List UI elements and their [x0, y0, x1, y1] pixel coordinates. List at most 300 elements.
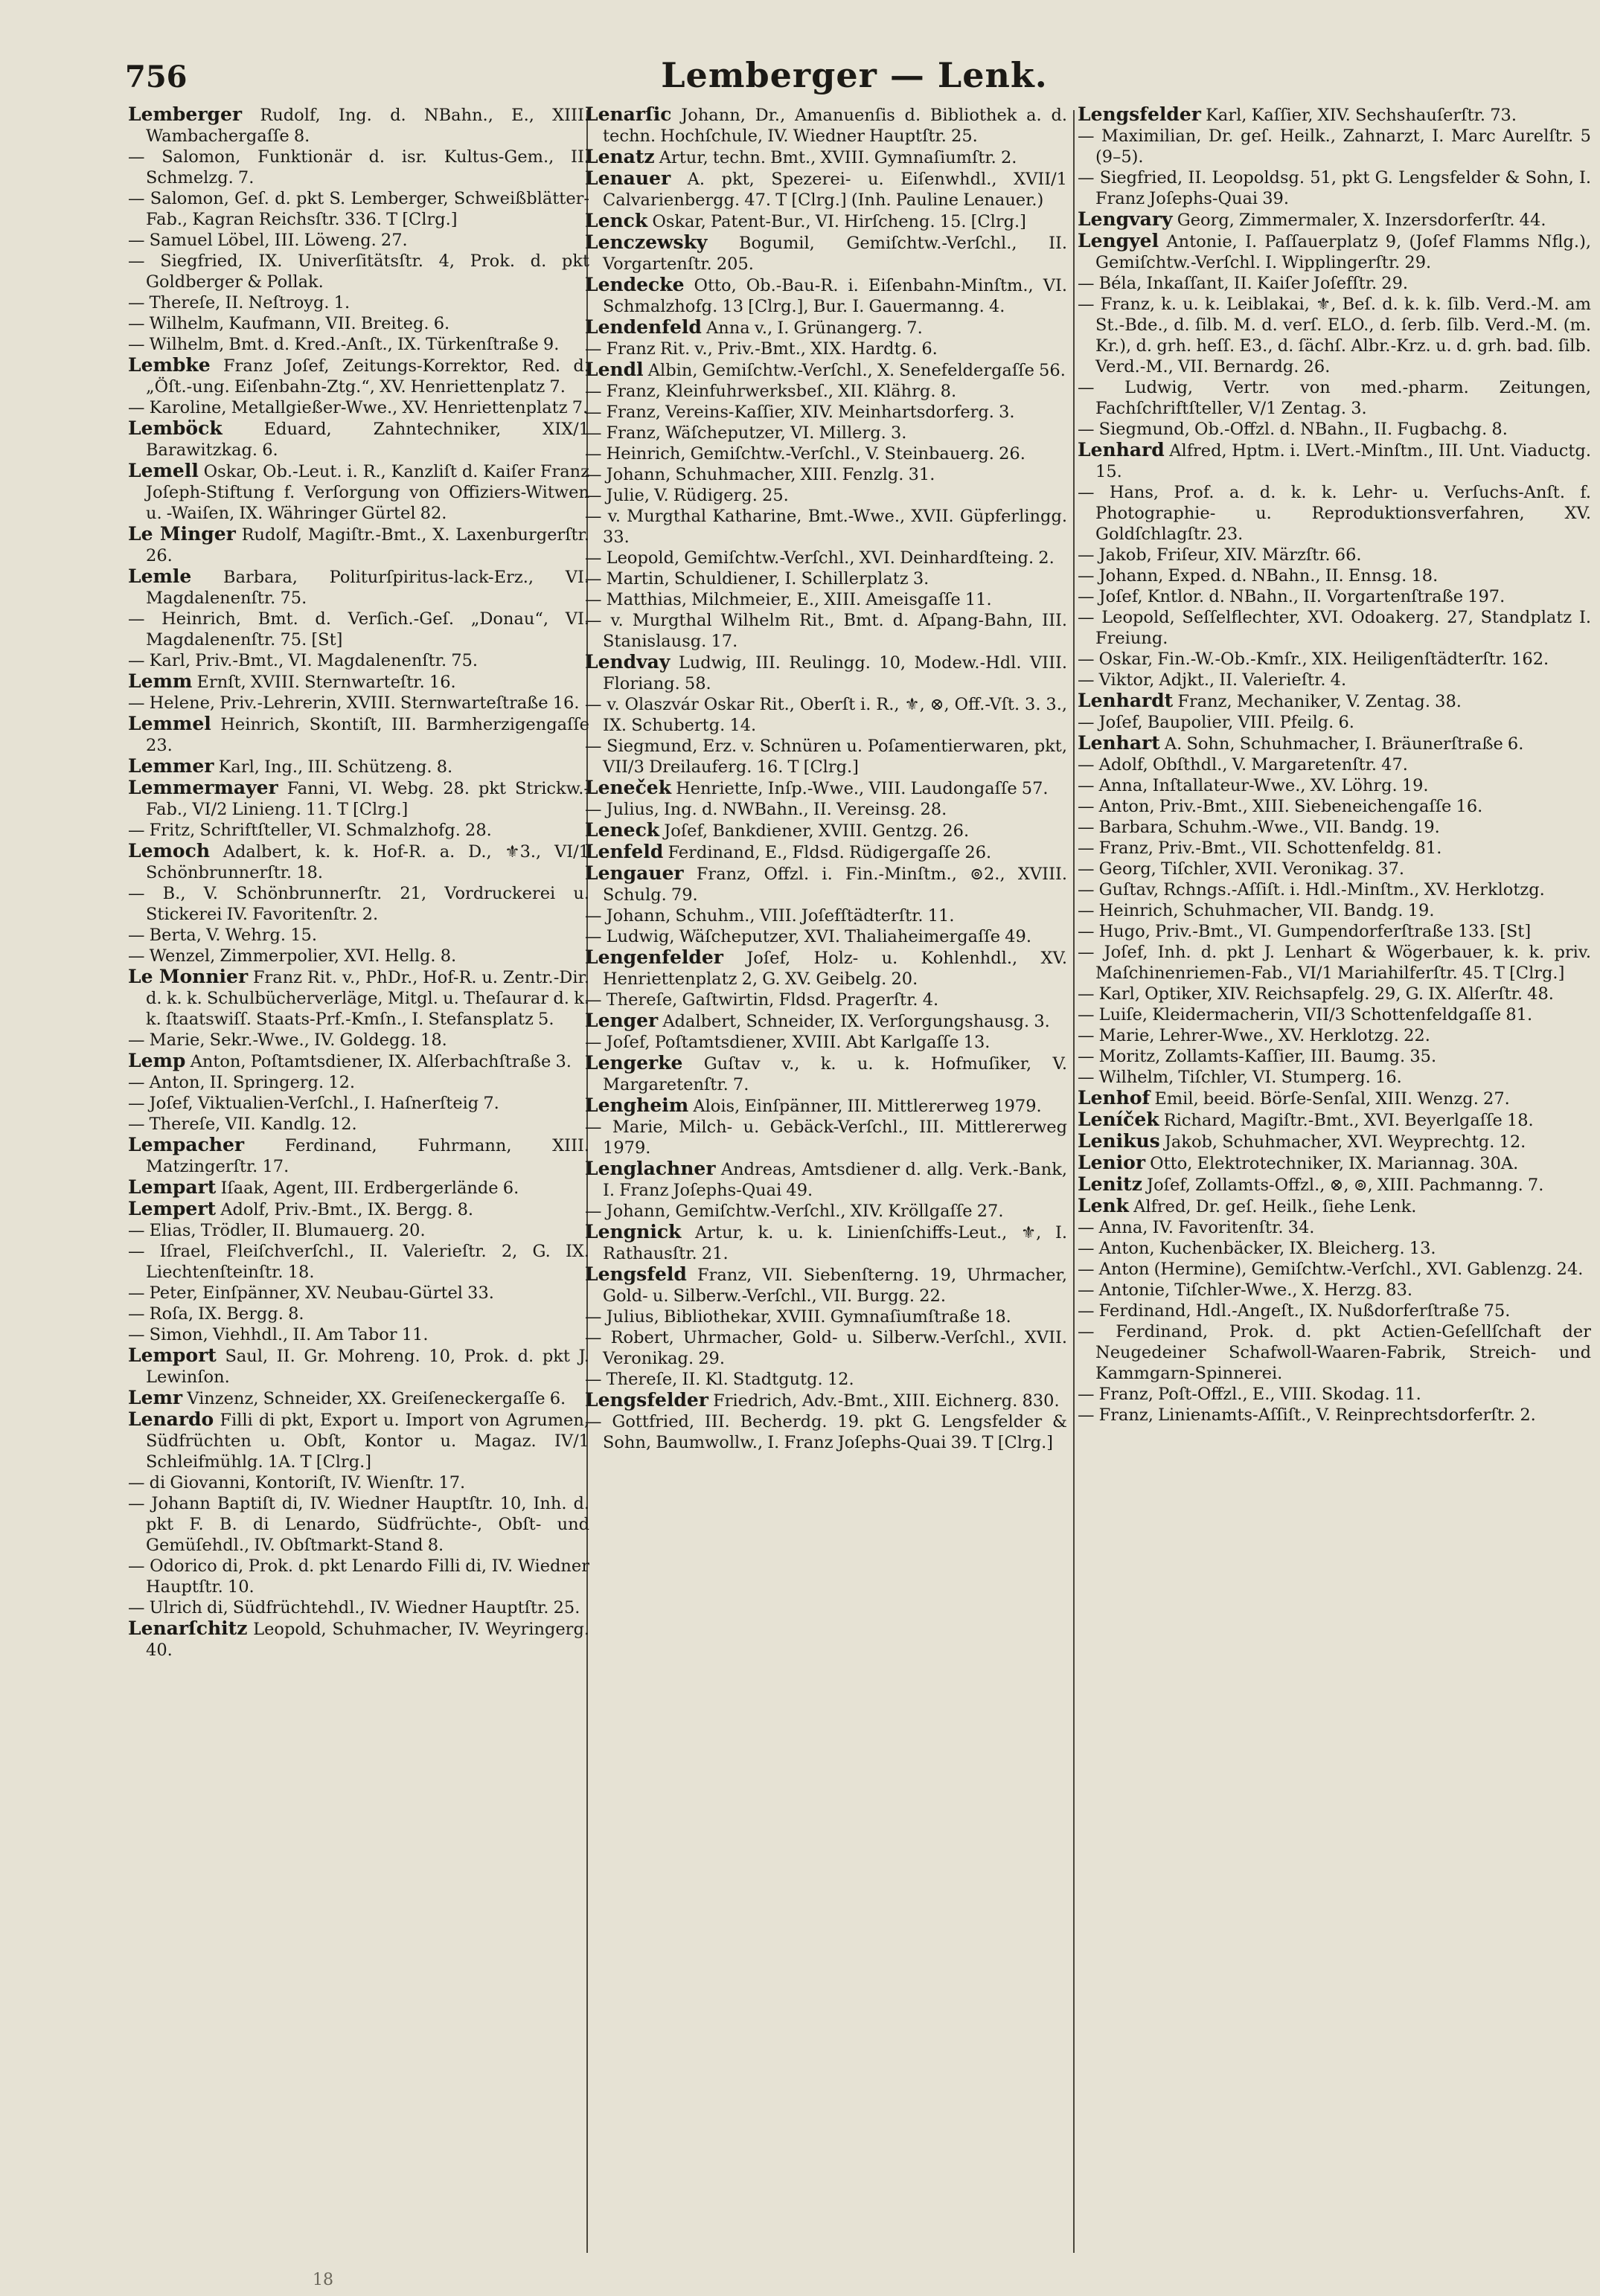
entry-text: — Wilhelm, Bmt. d. Kred.-Anſt., IX. Türkenſtraße 9. [128, 335, 560, 354]
entry-text: — Thereſe, II. Neſtroyg. 1. [128, 293, 351, 312]
entry-text: Rudolf, Ing. d. NBahn., E., XIII. Wambachergaſſe 8. [146, 106, 589, 146]
entry-surname: Lenck [585, 210, 648, 231]
entry-text: A. Sohn, Schuhmacher, I. Bräunerſtraße 6. [1159, 734, 1524, 754]
directory-entry [128, 188, 589, 230]
entry-surname: Lenhof [1078, 1087, 1151, 1109]
entry-text: — Oskar, Fin.-W.-Ob.-Kmſr., XIX. Heiligenſtädterſtr. 162. [1078, 650, 1549, 669]
entry-text: — Joſef, Poſtamtsdiener, XVIII. Abt Karlgaſſe 13. [585, 1033, 991, 1052]
entry-text: — Guſtav, Rchngs.-Aſſiſt. i. Hdl.-Minſtm., XV. Herklotzg. [1078, 880, 1545, 900]
directory-entry [1078, 942, 1591, 984]
directory-entry [128, 313, 589, 334]
directory-entry [1078, 209, 1591, 231]
directory-entry [1078, 231, 1591, 273]
directory-entry [585, 464, 1067, 485]
directory-entry [128, 1093, 589, 1114]
directory-entry [585, 506, 1067, 548]
entry-text: — Anna, Inſtallateur-Wwe., XV. Löhrg. 19. [1078, 776, 1429, 795]
entry-text: — Béla, Inkaſſant, II. Kaiſer Joſefſtr. 29. [1078, 274, 1409, 293]
directory-entry [1078, 1259, 1591, 1280]
entry-text: Joſef, Zollamts-Offzl., ⊗, ⊚, XIII. Pachmanng. 7. [1142, 1176, 1544, 1195]
directory-entry [585, 168, 1067, 211]
entry-text: Friedrich, Adv.-Bmt., XIII. Eichnerg. 830. [708, 1391, 1060, 1411]
entry-text: — Hugo, Priv.-Bmt., VI. Gumpendorferſtraße 133. [St] [1078, 922, 1532, 941]
column-divider [1073, 110, 1075, 2253]
entry-text: Franz Joſef, Zeitungs-Korrektor, Red. d. „Öſt.-ung. Eiſenbahn-Ztg.“, XV. Henriettenplatz 7. [146, 356, 589, 397]
directory-entry [1078, 1174, 1591, 1196]
directory-entry [585, 947, 1067, 990]
entry-text: — Viktor, Adjkt., II. Valerieſtr. 4. [1078, 670, 1347, 690]
entry-text: Adalbert, k. k. Hof-R. a. D., ⚜3., VI/1 Schönbrunnerſtr. 18. [146, 842, 589, 882]
entry-text: Ferdinand, E., Fldsd. Rüdigergaſſe 26. [663, 843, 992, 862]
entry-surname: Lempert [128, 1198, 217, 1219]
entry-surname: Lengyel [1078, 230, 1159, 251]
directory-entry [585, 381, 1067, 402]
directory-entry [1078, 1321, 1591, 1384]
directory-entry [1078, 1196, 1591, 1217]
entry-text: Rudolf, Magiſtr.-Bmt., X. Laxenburgerſtr. 26. [146, 525, 589, 565]
entry-text: Iſaak, Agent, III. Erdbergerlände 6. [216, 1179, 519, 1198]
directory-entry [585, 339, 1067, 359]
entry-surname: Lenglachner [585, 1158, 716, 1179]
directory-entry [1078, 1109, 1591, 1131]
entry-text: — Franz, Vereins-Kaſſier, XIV. Meinhartsdorferg. 3. [585, 403, 1015, 422]
entry-surname: Lengheim [585, 1094, 689, 1116]
directory-entry [1078, 984, 1591, 1004]
entry-surname: Lengsfelder [585, 1389, 708, 1411]
entry-text: Leopold, Schuhmacher, IV. Weyringerg. 40. [146, 1620, 589, 1660]
entry-text: — Thereſe, II. Kl. Stadtgutg. 12. [585, 1370, 854, 1389]
directory-entry [128, 251, 589, 292]
entry-surname: Leneček [585, 777, 672, 798]
entry-text: Antonie, I. Paſſauerplatz 9, (Joſef Flamms Nflg.), Gemiſchtw.-Verſchl. I. Wipplingerſtr. 29. [1095, 232, 1591, 272]
directory-entry [128, 1241, 589, 1283]
entry-surname: Lempart [128, 1176, 217, 1198]
entry-text: — Fritz, Schriftſteller, VI. Schmalzhofg. 28. [128, 821, 492, 840]
directory-entry [128, 1303, 589, 1324]
directory-entry [128, 1220, 589, 1241]
entry-text: Eduard, Zahntechniker, XIX/1 Barawitzkag. 6. [146, 420, 589, 460]
entry-text: Heinrich, Skontiſt, III. Barmherzigengaſſe 23. [146, 715, 589, 755]
directory-entry [128, 777, 589, 820]
entry-text: — Franz, k. u. k. Leiblakai, ⚜, Beſ. d. k. k. ſilb. Verd.-M. am St.-Bde., d. ſilb. M. d. verſ. ELO., d. ſerb. ſilb. Verd.-M. (m. Kr.), d. grh. heſſ. E3., d. ſächſ. Albr.-Krz. u. d. grh. bad. ſilb. Verd.-M., VII. Bernardg. 26. [1078, 295, 1591, 376]
entry-text: — Julius, Bibliothekar, XVIII. Gymnaſiumſtraße 18. [585, 1307, 1011, 1327]
directory-entry [585, 736, 1067, 777]
directory-entry [585, 104, 1067, 147]
entry-text: Karl, Kaſſier, XIV. Sechshauſerſtr. 73. [1200, 106, 1517, 125]
entry-text: — Anton, Kuchenbäcker, IX. Bleicherg. 13. [1078, 1239, 1436, 1258]
entry-text: — Robert, Uhrmacher, Gold- u. Silberw.-Verſchl., XVII. Veronikag. 29. [585, 1328, 1067, 1368]
entry-text: — Franz, Linienamts-Aſſiſt., V. Reinprechtsdorferſtr. 2. [1078, 1405, 1536, 1425]
entry-text: — v. Murgthal Katharine, Bmt.-Wwe., XVII. Güpferlingg. 33. [585, 507, 1067, 547]
entry-surname: Lenk [1078, 1195, 1129, 1216]
directory-entry [585, 423, 1067, 443]
entry-text: — Heinrich, Gemiſchtw.-Verſchl., V. Steinbauerg. 26. [585, 444, 1025, 464]
entry-text: Alfred, Dr. geſ. Heilk., ſiehe Lenk. [1128, 1197, 1417, 1216]
directory-entry [128, 1618, 589, 1661]
entry-text: Joſef, Holz- u. Kohlenhdl., XV. Henriettenplatz 2, G. XV. Geibelg. 20. [603, 949, 1067, 989]
entry-text: — Siegmund, Erz. v. Schnüren u. Poſamentierwaren, pkt, VII/3 Dreilauferg. 16. T [Clrg.] [585, 737, 1067, 777]
entry-surname: Lengnick [585, 1221, 682, 1242]
directory-entry [128, 841, 589, 883]
entry-text: — Franz, Poſt-Offzl., E., VIII. Skodag. 11. [1078, 1385, 1421, 1404]
entry-text: — Leopold, Gemiſchtw.-Verſchl., XVI. Deinhardſteing. 2. [585, 548, 1055, 568]
entry-text: Vinzenz, Schneider, XX. Greiſeneckergaſſe 6. [182, 1389, 566, 1408]
entry-text: — Anton (Hermine), Gemiſchtw.-Verſchl., XVI. Gablenzg. 24. [1078, 1260, 1584, 1279]
directory-entry [128, 756, 589, 777]
entry-text: — Samuel Löbel, III. Löweng. 27. [128, 231, 408, 250]
entry-text: — Luiſe, Kleidermacherin, VII/3 Schottenfeldgaſſe 81. [1078, 1005, 1533, 1024]
entry-surname: Lenarſic [585, 104, 672, 125]
entry-text: — Johann Baptiſt di, IV. Wiedner Hauptſtr. 10, Inh. d. pkt F. B. di Lenardo, Südfrüchte-, Obſt- und Gemüſehdl., IV. Obſtmarkt-Stand 8. [128, 1494, 589, 1555]
entry-surname: Lengsfeld [585, 1263, 687, 1285]
directory-entry [1078, 1067, 1591, 1088]
directory-entry [585, 1201, 1067, 1222]
entry-text: — Siegfried, IX. Univerſitätsſtr. 4, Prok. d. pkt Goldberger & Pollak. [128, 251, 589, 292]
entry-surname: Lenfeld [585, 841, 664, 862]
entry-text: — Joſef, Kntlor. d. NBahn., II. Vorgartenſtraße 197. [1078, 587, 1505, 606]
directory-entry [128, 946, 589, 966]
directory-entry [1078, 1384, 1591, 1405]
directory-entry [128, 355, 589, 397]
directory-entry [585, 211, 1067, 232]
entry-surname: Le Monnier [128, 966, 249, 987]
entry-text: — Julius, Ing. d. NWBahn., II. Vereinsg. 28. [585, 800, 947, 819]
entry-surname: Lendecke [585, 274, 685, 295]
entry-text: — Johann, Schuhmacher, XIII. Fenzlg. 31. [585, 465, 935, 484]
directory-entry [585, 1411, 1067, 1453]
directory-entry [128, 714, 589, 756]
entry-text: — Karl, Optiker, XIV. Reichsapfelg. 29, G. IX. Alſerſtr. 48. [1078, 984, 1554, 1004]
entry-surname: Lenczewsky [585, 231, 708, 253]
directory-entry [128, 693, 589, 714]
entry-text: — Salomon, Geſ. d. pkt S. Lemberger, Schweißblätter-Fab., Kagran Reichsſtr. 336. T [Clrg.] [128, 189, 589, 229]
entry-text: Ernſt, XVIII. Sternwarteſtr. 16. [192, 673, 456, 692]
entry-surname: Lemberger [128, 104, 243, 125]
entry-surname: Lengauer [585, 862, 684, 884]
directory-entry [1078, 1238, 1591, 1259]
directory-entry [128, 1556, 589, 1597]
directory-entry [128, 147, 589, 188]
entry-text: — Joſef, Baupolier, VIII. Pfeilg. 6. [1078, 713, 1354, 732]
entry-text: Henriette, Inſp.-Wwe., VIII. Laudongaſſe 57. [671, 779, 1049, 798]
directory-entry [1078, 294, 1591, 377]
directory-entry [128, 1283, 589, 1303]
stray-mark: 18 [313, 2271, 333, 2289]
entry-surname: Lembke [128, 354, 211, 376]
directory-entry [128, 1345, 589, 1388]
entry-text: — Barbara, Schuhm.-Wwe., VII. Bandg. 19. [1078, 818, 1440, 837]
entry-text: — Wenzel, Zimmerpolier, XVI. Hellg. 8. [128, 946, 457, 966]
entry-text: — Thereſe, Gaſtwirtin, Fldsd. Pragerſtr. 4. [585, 990, 939, 1010]
directory-entry [585, 147, 1067, 168]
entry-surname: Lemell [128, 460, 199, 481]
entry-text: Otto, Ob.-Bau-R. i. Eiſenbahn-Minſtm., VI. Schmalzhofg. 13 [Clrg.], Bur. I. Gauermanng. 4. [603, 276, 1067, 316]
entry-text: Adolf, Priv.-Bmt., IX. Bergg. 8. [216, 1200, 474, 1219]
entry-text: — Odorico di, Prok. d. pkt Lenardo Filli di, IV. Wiedner Hauptſtr. 10. [128, 1556, 589, 1597]
entry-surname: Lenikus [1078, 1130, 1160, 1152]
directory-entry [585, 485, 1067, 506]
entry-text: — di Giovanni, Kontoriſt, IV. Wienſtr. 17. [128, 1473, 466, 1492]
directory-entry [128, 1135, 589, 1177]
entry-surname: Lemr [128, 1387, 183, 1408]
directory-entry [128, 883, 589, 925]
directory-entry [585, 1327, 1067, 1369]
entry-text: Guſtav v., k. u. k. Hofmuſiker, V. Margaretenſtr. 7. [603, 1054, 1067, 1094]
directory-entry [128, 1472, 589, 1493]
directory-entry [1078, 419, 1591, 440]
entry-text: — Roſa, IX. Bergg. 8. [128, 1304, 304, 1324]
directory-entry [1078, 1301, 1591, 1321]
entry-text: — Marie, Milch- u. Gebäck-Verſchl., III. Mittlererweg 1979. [585, 1117, 1067, 1158]
entry-text: — Ludwig, Vertr. von med.-pharm. Zeitungen, Fachſchriftſteller, V/1 Zentag. 3. [1078, 378, 1591, 418]
entry-surname: Lenitz [1078, 1173, 1142, 1195]
directory-entry [585, 1158, 1067, 1201]
directory-entry [585, 820, 1067, 841]
entry-text: — Iſrael, Fleiſchverſchl., II. Valerieſtr. 2, G. IX. Liechtenſteinſtr. 18. [128, 1242, 589, 1282]
directory-entry [585, 652, 1067, 694]
directory-entry [128, 1324, 589, 1345]
directory-entry [585, 1369, 1067, 1390]
entry-surname: Lenarſchitz [128, 1617, 248, 1639]
directory-entry [1078, 733, 1591, 754]
entry-text: — Siegfried, II. Leopoldsg. 51, pkt G. Lengsfelder & Sohn, I. Franz Joſephs-Quai 39. [1078, 168, 1591, 208]
directory-entry [585, 863, 1067, 905]
directory-entry [1078, 607, 1591, 649]
entry-text: — Wilhelm, Tiſchler, VI. Stumperg. 16. [1078, 1068, 1402, 1087]
directory-entry [1078, 817, 1591, 838]
entry-text: Franz, Offzl. i. Fin.-Minſtm., ⊚2., XVIII. Schulg. 79. [603, 865, 1067, 905]
directory-entry [1078, 167, 1591, 209]
directory-entry [1078, 649, 1591, 670]
entry-surname: Lenardo [128, 1408, 214, 1430]
entry-surname: Lendvay [585, 651, 671, 673]
entry-surname: Lengvary [1078, 208, 1173, 230]
directory-entry [128, 292, 589, 313]
entry-text: Andreas, Amtsdiener d. allg. Verk.-Bank, I. Franz Joſephs-Quai 49. [603, 1160, 1067, 1200]
directory-entry [128, 334, 589, 355]
directory-entry [585, 1117, 1067, 1158]
directory-entry [585, 548, 1067, 568]
directory-entry [1078, 1088, 1591, 1109]
directory-entry [128, 230, 589, 251]
directory-entry [585, 1010, 1067, 1032]
entry-surname: Lenhardt [1078, 690, 1174, 711]
entry-text: Johann, Dr., Amanuenſis d. Bibliothek a. d. techn. Hochſchule, IV. Wiedner Hauptſtr. 25. [603, 106, 1067, 146]
entry-text: — Heinrich, Schuhmacher, VII. Bandg. 19. [1078, 901, 1435, 920]
directory-entry [1078, 754, 1591, 775]
directory-entry [1078, 377, 1591, 419]
entry-text: Emil, beeid. Börſe-Senſal, XIII. Wenzg. 27. [1150, 1089, 1510, 1109]
entry-text: — Gottfried, III. Becherdg. 19. pkt G. Lengsfelder & Sohn, Baumwollw., I. Franz Joſephs-Quai 39. T [Clrg.] [585, 1412, 1067, 1452]
entry-surname: Lemport [128, 1344, 217, 1366]
entry-text: Artur, k. u. k. Linienſchiffs-Leut., ⚜, I. Rathausſtr. 21. [603, 1223, 1067, 1263]
directory-entry [128, 397, 589, 418]
entry-text: — Ulrich di, Südfrüchtehdl., IV. Wiedner Hauptſtr. 25. [128, 1598, 580, 1617]
entry-text: Fanni, VI. Webg. 28. pkt Strickw.-Fab., VI/2 Linieng. 11. T [Clrg.] [146, 779, 589, 819]
entry-text: — Franz, Wäſcheputzer, VI. Millerg. 3. [585, 423, 907, 443]
entry-text: — Antonie, Tiſchler-Wwe., X. Herzg. 83. [1078, 1280, 1413, 1300]
directory-entry [585, 841, 1067, 863]
directory-entry [1078, 104, 1591, 126]
entry-text: — Johann, Gemiſchtw.-Verſchl., XIV. Kröllgaſſe 27. [585, 1202, 1004, 1221]
directory-entry [585, 799, 1067, 820]
entry-text: — Joſef, Inh. d. pkt J. Lenhart & Wögerbauer, k. k. priv. Maſchinenriemen-Fab., VI/1 Mariahilferſtr. 45. T [Clrg.] [1078, 943, 1591, 983]
entry-text: — Anna, IV. Favoritenſtr. 34. [1078, 1218, 1315, 1237]
directory-entry [1078, 900, 1591, 921]
directory-entry [585, 402, 1067, 423]
entry-surname: Leníček [1078, 1109, 1159, 1130]
directory-entry [1078, 775, 1591, 796]
directory-entry [585, 1264, 1067, 1306]
directory-entry [1078, 1152, 1591, 1174]
directory-entry [128, 1114, 589, 1135]
directory-entry [585, 232, 1067, 275]
entry-surname: Lenatz [585, 146, 655, 167]
entry-text: Joſef, Bankdiener, XVIII. Gentzg. 26. [659, 821, 970, 841]
page-header [125, 55, 1584, 107]
entry-text: — v. Olaszvár Oskar Rit., Oberſt i. R., ⚜, ⊗, Off.-Vſt. 3. 3., IX. Schubertg. 14. [585, 695, 1067, 735]
directory-entry [1078, 879, 1591, 900]
directory-entry [585, 317, 1067, 339]
directory-entry [585, 1095, 1067, 1117]
entry-text: Artur, techn. Bmt., XVIII. Gymnaſiumſtr. 2. [654, 148, 1017, 167]
entry-text: — Helene, Priv.-Lehrerin, XVIII. Sternwarteſtraße 16. [128, 693, 580, 713]
entry-text: — Karoline, Metallgießer-Wwe., XV. Henriettenplatz 7. [128, 398, 589, 417]
entry-text: — Martin, Schuldiener, I. Schillerplatz 3. [585, 569, 929, 589]
entry-text: — Johann, Schuhm., VIII. Joſefſtädterſtr. 11. [585, 906, 955, 926]
entry-text: — Leopold, Seſſelflechter, XVI. Odoakerg. 27, Standplatz I. Freiung. [1078, 608, 1591, 648]
directory-entry [585, 359, 1067, 381]
entry-text: — Julie, V. Rüdigerg. 25. [585, 486, 789, 505]
entry-surname: Le Minger [128, 523, 236, 545]
entry-text: Adalbert, Schneider, IX. Verſorgungshausg. 3. [658, 1012, 1050, 1031]
entry-text: — Marie, Lehrer-Wwe., XV. Herklotzg. 22. [1078, 1026, 1430, 1045]
entry-text: — Johann, Exped. d. NBahn., II. Ennsg. 18. [1078, 566, 1439, 586]
entry-surname: Lemböck [128, 417, 223, 439]
entry-text: — Marie, Sekr.-Wwe., IV. Goldegg. 18. [128, 1030, 447, 1050]
entry-text: Filli di pkt, Export u. Import von Agrumen, Südfrüchten u. Obſt, Kontor u. Magaz. IV/1 Schleifmühlg. 1A. T [Clrg.] [146, 1411, 589, 1472]
directory-entry [1078, 1405, 1591, 1426]
entry-text: — Simon, Viehhdl., II. Am Tabor 11. [128, 1325, 429, 1344]
entry-text: Richard, Magiſtr.-Bmt., XVI. Beyerlgaſſe 18. [1159, 1111, 1534, 1130]
entry-text: Ferdinand, Fuhrmann, XIII. Matzingerſtr. 17. [146, 1136, 589, 1176]
entry-text: A. pkt, Spezerei- u. Eiſenwhdl., XVII/1 Calvarienbergg. 47. T [Clrg.] (Inh. Pauline Lenauer.) [603, 170, 1067, 210]
directory-entry [1078, 1004, 1591, 1025]
entry-surname: Lenhard [1078, 439, 1165, 461]
entry-text: Alfred, Hptm. i. LVert.-Minſtm., III. Unt. Viaductg. 15. [1095, 441, 1591, 481]
entry-text: — Anton, II. Springerg. 12. [128, 1073, 356, 1092]
directory-entry [585, 1390, 1067, 1411]
entry-text: — Salomon, Funktionär d. isr. Kultus-Gem., II. Schmelzg. 7. [128, 147, 589, 187]
directory-entry [128, 1199, 589, 1220]
directory-entry [585, 1222, 1067, 1264]
running-title: Lemberger — Lenk. [661, 55, 1048, 95]
directory-entry [128, 1388, 589, 1409]
directory-entry [585, 443, 1067, 464]
column-2 [585, 104, 1067, 2284]
entry-surname: Lemoch [128, 840, 211, 862]
entry-surname: Lendenfeld [585, 316, 702, 338]
directory-entry [1078, 482, 1591, 545]
entry-text: — Berta, V. Wehrg. 15. [128, 926, 317, 945]
directory-entry [1078, 921, 1591, 942]
entry-text: Karl, Ing., III. Schützeng. 8. [214, 757, 453, 777]
entry-text: — Franz Rit. v., Priv.-Bmt., XIX. Hardtg. 6. [585, 339, 938, 359]
entry-surname: Lenior [1078, 1152, 1146, 1173]
entry-text: — Matthias, Milchmeier, E., XIII. Ameisgaſſe 11. [585, 590, 992, 609]
entry-text: — Adolf, Obſthdl., V. Margaretenſtr. 47. [1078, 755, 1408, 775]
entry-text: — Moritz, Zollamts-Kaſſier, III. Baumg. 35. [1078, 1047, 1437, 1066]
directory-entry [585, 1032, 1067, 1053]
directory-entry [1078, 1025, 1591, 1046]
directory-entry [1078, 838, 1591, 859]
directory-entry [128, 966, 589, 1030]
directory-entry [128, 566, 589, 609]
entry-text: — Ferdinand, Hdl.-Angeſt., IX. Nußdorferſtraße 75. [1078, 1301, 1511, 1321]
entry-text: Franz, VII. Siebenſterng. 19, Uhrmacher, Gold- u. Silberw.-Verſchl., VII. Burgg. 22. [603, 1266, 1067, 1306]
directory-entry [585, 990, 1067, 1010]
directory-entry [128, 1409, 589, 1472]
entry-text: — Wilhelm, Kaufmann, VII. Breiteg. 6. [128, 314, 450, 333]
entry-text: Oskar, Ob.-Leut. i. R., Kanzliſt d. Kaiſer Franz Joſeph-Stiftung f. Verſorgung von Offiziers-Witwen u. -Waiſen, IX. Währinger Gürtel 82. [146, 462, 589, 523]
entry-surname: Lengsfelder [1078, 104, 1201, 125]
column-1 [128, 104, 589, 2284]
directory-entry [128, 418, 589, 461]
entry-text: Anton, Poſtamtsdiener, IX. Alſerbachſtraße 3. [185, 1052, 572, 1071]
entry-text: Barbara, Politurſpiritus-lack-Erz., VI. Magdalenenſtr. 75. [146, 568, 589, 608]
directory-entry [128, 1030, 589, 1051]
directory-entry [128, 1072, 589, 1093]
entry-text: — Anton, Priv.-Bmt., XIII. Siebeneichengaſſe 16. [1078, 797, 1483, 816]
directory-entry [1078, 1131, 1591, 1152]
entry-text: — Karl, Priv.-Bmt., VI. Magdalenenſtr. 75. [128, 651, 479, 670]
entry-surname: Lemm [128, 670, 193, 692]
directory-entry [128, 650, 589, 671]
entry-text: — Peter, Einſpänner, XV. Neubau-Gürtel 33. [128, 1283, 494, 1303]
entry-surname: Lenhart [1078, 732, 1160, 754]
directory-entry [585, 1053, 1067, 1095]
entry-surname: Lemmermayer [128, 777, 278, 798]
entry-text: Saul, II. Gr. Mohreng. 10, Prok. d. pkt J. Lewinſon. [146, 1347, 589, 1387]
directory-entry [128, 671, 589, 693]
entry-surname: Lengenfelder [585, 946, 723, 968]
directory-entry [1078, 565, 1591, 586]
entry-surname: Lemp [128, 1050, 186, 1071]
directory-entry [128, 524, 589, 566]
entry-surname: Lemmel [128, 713, 211, 734]
entry-text: — Maximilian, Dr. geſ. Heilk., Zahnarzt, I. Marc Aurelſtr. 5 (9–5). [1078, 126, 1591, 167]
entry-text: Franz Rit. v., PhDr., Hof-R. u. Zentr.-Dir. d. k. k. Schulbücherverläge, Mitgl. u. Theſaurar d. k. k. ſtaatswiſſ. Staats-Prf.-Kmſn., I. Stefansplatz 5. [146, 968, 589, 1029]
entry-text: — Thereſe, VII. Kandlg. 12. [128, 1115, 357, 1134]
entry-text: Albin, Gemiſchtw.-Verſchl., X. Senefeldergaſſe 56. [643, 361, 1066, 380]
entry-text: — Elias, Trödler, II. Blumauerg. 20. [128, 1221, 426, 1240]
entry-text: Alois, Einſpänner, III. Mittlererweg 1979. [688, 1097, 1042, 1116]
entry-text: — Joſef, Viktualien-Verſchl., I. Haſnerſteig 7. [128, 1094, 499, 1113]
entry-text: — Ferdinand, Prok. d. pkt Actien-Geſellſchaft der Neugedeiner Schafwoll-Waaren-Fabrik, Streich- und Kammgarn-Spinnerei. [1078, 1322, 1591, 1383]
directory-entry [1078, 440, 1591, 482]
entry-text: Georg, Zimmermaler, X. Inzersdorferſtr. 44. [1172, 211, 1546, 230]
directory-entry [128, 820, 589, 841]
directory-entry [1078, 1280, 1591, 1301]
page-number: 756 [125, 60, 188, 94]
entry-text: Ludwig, III. Reulingg. 10, Modew.-Hdl. VIII. Floriang. 58. [603, 653, 1067, 693]
entry-text: — Georg, Tiſchler, XVII. Veronikag. 37. [1078, 859, 1405, 879]
directory-entry [1078, 273, 1591, 294]
entry-text: Bogumil, Gemiſchtw.-Verſchl., II. Vorgartenſtr. 205. [603, 234, 1067, 274]
directory-entry [1078, 586, 1591, 607]
entry-text: — Ludwig, Wäſcheputzer, XVI. Thaliaheimergaſſe 49. [585, 927, 1031, 946]
directory-entry [128, 609, 589, 650]
